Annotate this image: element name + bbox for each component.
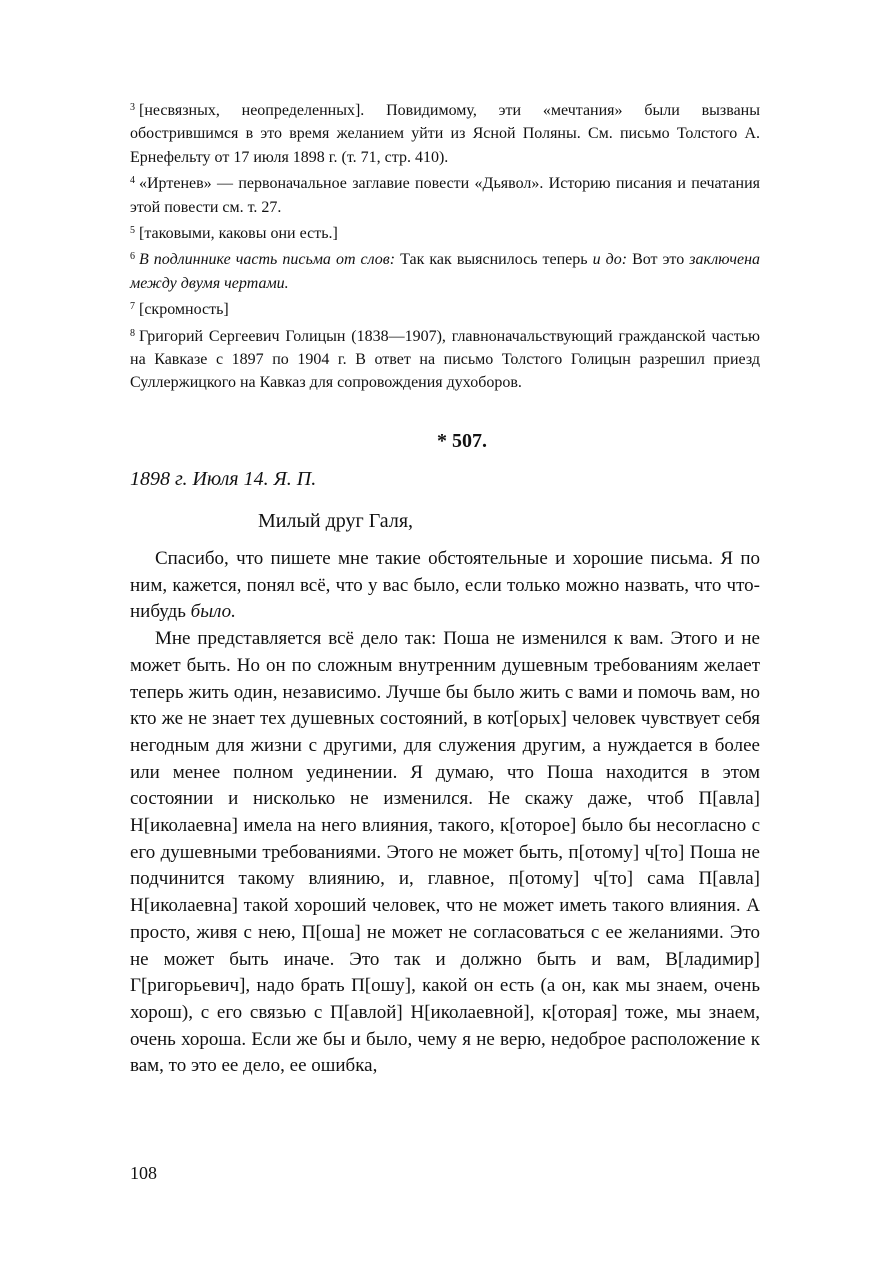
footnote-text: «Иртенев» — первоначальное заглавие повести «Дьявол». Историю писания и печатания этой повести см. т. 27.	[130, 175, 760, 216]
footnote-mark: 7	[130, 301, 135, 313]
footnote-text: Григорий Сергеевич Голицын (1838—1907), главноначальствующий гражданской частью на Кавказе с 1897 по 1904 г. В ответ на письмо Толстого Голицын разрешил приезд Суллержицкого на Кавказ для сопровождения духоборов.	[130, 327, 760, 392]
footnote-italic: заключена между двумя чертами.	[130, 251, 761, 292]
footnote-mark: 6	[130, 251, 135, 263]
footnote-text: [скромность]	[139, 301, 229, 319]
footnote-7	[130, 295, 760, 321]
footnote-text: [таковыми, каковы они есть.]	[139, 225, 338, 243]
footnote-8	[130, 322, 760, 395]
footnote-6	[130, 245, 760, 295]
letter-date: 1898 г. Июля 14. Я. П.	[130, 468, 317, 490]
footnote-mark: 3	[130, 102, 135, 113]
footnote-5	[130, 219, 760, 245]
letter-body	[130, 546, 760, 1080]
footnote-italic: и до:	[592, 251, 628, 269]
footnote-text: Так как выяснилось теперь	[395, 251, 593, 269]
footnote-4	[130, 169, 760, 219]
footnote-italic: В подлиннике часть письма от слов:	[139, 251, 396, 269]
footnote-mark: 8	[130, 327, 135, 339]
letter-number: * 507.	[437, 430, 487, 452]
page-number: 108	[130, 1163, 157, 1183]
footnote-text: [несвязных, неопределенных]. Повидимому, эти «мечтания» были вызваны обострившимся в это время желанием уйти из Ясной Поляны. См. письмо Толстого А. Ернефельту от 17 июля 1898 г. (т. 71, стр. 410).	[130, 102, 760, 166]
footnote-mark: 5	[130, 225, 135, 237]
paragraph-text: Спасибо, что пишете мне такие обстоятельные и хорошие письма. Я по ним, кажется, понял всё, что у вас было, если только можно назвать, что что-нибудь	[130, 548, 760, 623]
footnote-text: Вот это	[627, 251, 690, 269]
footnotes-block	[130, 96, 760, 395]
letter-greeting: Милый друг Галя,	[258, 510, 414, 532]
letter-paragraph-1	[130, 546, 760, 626]
paragraph-italic: было.	[190, 601, 236, 623]
letter-paragraph-2: Мне представляется всё дело так: Поша не изменился к вам. Этого и не может быть. Но он по сложным внутренним душевным требованиям желает теперь жить один, независимо. Лучше бы было жить с вами и помочь вам, но кто же не знает тех душевных состояний, в кот[орых] человек чувствует себя негодным для жизни с другими, для служения другим, а нуждается в более или менее полном уединении. Я думаю, что Поша находится в этом состоянии и нисколько не изменился. Не скажу даже, чтоб П[авла] Н[иколаевна] имела на него влияния, такого, к[оторое] было бы несогласно с его душевными требованиями. Этого не может быть, п[отому] ч[то] Поша не подчинится такому влиянию, и, главное, п[отому] ч[то] сама П[авла] Н[иколаевна] такой хороший человек, что не может иметь такого влияния. А просто, живя с нею, П[оша] не может не согласоваться с ее желаниями. Это не может быть иначе. Это так и должно быть и вам, В[ладимир] Г[ригорьевич], надо брать П[ошу], какой он есть (а он, как мы знаем, очень хорош), с его связью с П[авлой] Н[иколаевной], к[оторая] тоже, мы знаем, очень хороша. Если же бы и было, чему я не верю, недоброе расположение к вам, то это ее дело, ее ошибка,	[130, 628, 760, 1077]
footnote-mark: 4	[130, 175, 135, 187]
footnote-3	[130, 96, 760, 169]
